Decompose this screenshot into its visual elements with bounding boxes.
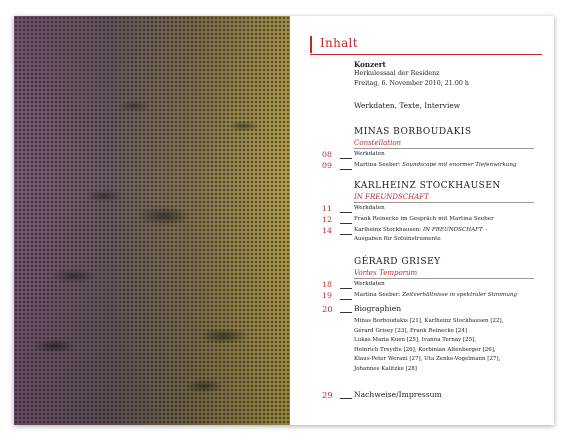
composer-name: MINAS BORBOUDAKIS	[354, 127, 472, 137]
entry-text: Werkdaten	[354, 205, 385, 211]
toc-entry[interactable]	[290, 226, 554, 242]
composer-name: GÉRARD GRISEY	[354, 257, 441, 267]
page-title: Inhalt	[320, 36, 358, 50]
bio-line: Minas Borboudakis [21], Karlheinz Stockhausen [22],	[354, 318, 504, 324]
entry-text: Werkdaten	[354, 151, 385, 157]
entry-text-continued: Ausgaben für Soloinstrumente	[354, 236, 441, 242]
bio-line: Lukas Maria Kuen [25], Ivanna Ternay [25],	[354, 337, 477, 344]
leader-line	[340, 398, 352, 399]
leader-line	[340, 288, 352, 289]
concert-info	[354, 60, 469, 88]
toc-entry[interactable]	[290, 280, 554, 290]
concert-title: Konzert	[354, 60, 386, 69]
page-number: 14	[322, 226, 332, 235]
toc-entry[interactable]	[290, 215, 554, 225]
entry-title: Biographien	[354, 304, 402, 313]
work-title: Constellation	[354, 139, 402, 147]
bio-line: Johannes Kalitzke [28]	[354, 365, 417, 372]
page-number: 08	[322, 150, 332, 159]
page-number: 12	[322, 215, 332, 224]
entry-text: Martina Seeber: Soundscape mit enormer Tiefenwirkung	[354, 162, 517, 168]
cover-photo-desert-ground	[14, 16, 290, 425]
leader-line	[340, 299, 352, 300]
toc-entry[interactable]	[290, 291, 554, 301]
section-rule	[354, 148, 534, 149]
concert-date: Freitag, 6. November 2010, 21.00 h	[354, 79, 469, 87]
leader-line	[340, 169, 352, 170]
bio-line: Heinrich Treydte [26], Korbinian Altenberger [26],	[354, 346, 496, 353]
entry-text: Martina Seeber: Zeitverhältnisse in spektraler Stimmung	[354, 292, 518, 298]
bio-line: Klaus-Peter Werani [27], Uta Zenke-Vogelmann [27],	[354, 356, 501, 363]
page-number: 19	[322, 291, 332, 300]
contents-page	[290, 16, 554, 425]
toc-entry[interactable]	[290, 161, 554, 171]
toc-entry-imprint[interactable]	[290, 390, 554, 400]
leader-line	[340, 212, 352, 213]
section-rule	[354, 278, 534, 279]
bio-line: Gérard Grisey [23], Frank Reinecke [24]	[354, 327, 467, 334]
page-number: 29	[322, 390, 333, 400]
work-title: IN FREUNDSCHAFT	[354, 193, 429, 201]
brochure-spread	[14, 16, 554, 425]
heading-rule	[310, 54, 542, 55]
toc-entry[interactable]	[290, 204, 554, 214]
leader-line	[340, 312, 352, 313]
entry-title: Nachweise/Impressum	[354, 390, 442, 399]
page-number: 09	[322, 161, 332, 170]
biographies-list	[354, 317, 503, 375]
entry-text: Karlheinz Stockhausen: IN FREUNDSCHAFT –	[354, 227, 488, 233]
concert-venue: Herkulessaal der Residenz	[354, 70, 440, 78]
work-title: Vortex Temporum	[354, 269, 418, 277]
page-number: 20	[322, 304, 333, 314]
composer-name: KARLHEINZ STOCKHAUSEN	[354, 181, 501, 191]
lead-line: Werkdaten, Texte, Interview	[354, 101, 461, 110]
heading-accent-bar	[310, 36, 312, 53]
leader-line	[340, 223, 352, 224]
toc-entry[interactable]	[290, 150, 554, 160]
section-rule	[354, 202, 534, 203]
entry-text: Frank Reinecke im Gespräch mit Martina Seeber	[354, 216, 494, 222]
leader-line	[340, 234, 352, 235]
leader-line	[340, 158, 352, 159]
page-number: 11	[322, 204, 332, 213]
toc-entry-biographies[interactable]	[290, 304, 554, 314]
page-number: 18	[322, 280, 332, 289]
entry-text: Werkdaten	[354, 281, 385, 287]
